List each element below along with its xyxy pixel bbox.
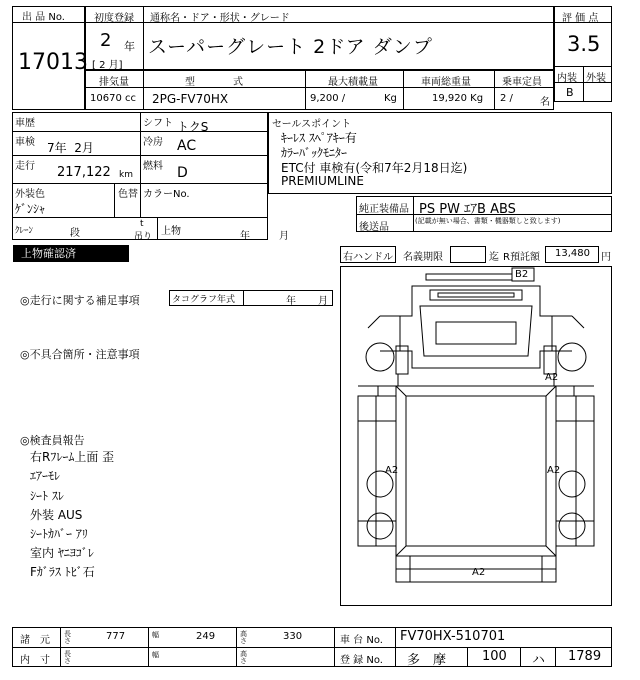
capacity-value: 2 / (500, 93, 513, 104)
length-value: 777 (106, 631, 126, 642)
report-item: ｼｰﾄ ｽﾚ (30, 489, 64, 503)
history-label: 車歴 (15, 118, 35, 129)
mileage-unit: km (119, 170, 133, 180)
report-item: 右Rﾌﾚｰﾑ上面 歪 (30, 450, 115, 464)
width-value: 249 (196, 631, 216, 642)
width-label: 幅 (152, 651, 159, 659)
defects-heading: ◎不具合箇所・注意事項 (20, 348, 140, 361)
first-reg-year-unit: 年 (124, 40, 135, 53)
ext-color-value: ｹﾞﾝｼｬ (15, 202, 46, 216)
owner-box (450, 246, 486, 263)
first-reg-label: 初度登録 (94, 13, 134, 24)
fuel-label: 燃料 (143, 161, 163, 172)
length-label: 長さ (64, 650, 71, 665)
ac-value: AC (177, 138, 197, 154)
capacity-unit: 名 (540, 97, 550, 108)
max-load-label: 最大積載量 (328, 77, 378, 88)
height-value: 330 (283, 631, 303, 642)
report-item: Fｶﾞﾗｽ ﾄﾋﾞ石 (30, 565, 95, 579)
reg-area: 多 摩 (407, 653, 447, 668)
model-desc-label: 通称名・ドア・形状・グレード (150, 13, 290, 24)
damage-mark-a2: A2 (385, 465, 399, 476)
model-code-value: 2PG-FV70HX (152, 92, 229, 106)
driving-supplement: ◎走行に関する補足事項 (20, 294, 140, 307)
model-name: スーパーグレート 2ドア ダンプ (148, 36, 433, 58)
height-label: 高さ (240, 630, 247, 645)
owner-until: 迄 (489, 252, 499, 263)
tacho-month: 月 (318, 296, 328, 307)
max-load-unit: Kg (384, 93, 397, 104)
sales-point-item: ｷｰﾚｽ ｽﾍﾟｱｷｰ有 (281, 131, 357, 145)
exterior-label: 外装 (586, 73, 606, 84)
r-deposit-label: R預託額 (503, 252, 540, 263)
mileage-value: 217,122 (57, 165, 111, 180)
sales-points-title: セールスポイント (272, 119, 352, 130)
lot-number: 17013 (18, 50, 88, 75)
score-value: 3.5 (567, 32, 601, 56)
reg-class: 100 (482, 649, 507, 664)
body-label: 上物 (161, 226, 181, 237)
first-reg-year: 2 (100, 30, 112, 51)
interior-label: 内装 (557, 73, 577, 84)
crane-ton: t (140, 219, 144, 229)
crane-lift: 吊り (134, 232, 153, 242)
r-deposit-unit: 円 (601, 252, 611, 263)
report-item: ｼｰﾄｶﾊﾞｰ ｱﾘ (30, 527, 88, 541)
handle-value: 右ハンドル (343, 252, 393, 263)
damage-mark-a2: A2 (472, 567, 486, 578)
model-code-label: 型 式 (185, 77, 245, 88)
shift-label: シフト (143, 118, 173, 129)
fuel-value: D (177, 165, 188, 181)
r-deposit-value: 13,480 (555, 248, 590, 259)
mileage-label: 走行 (15, 161, 35, 172)
report-item: 外装 AUS (30, 508, 83, 522)
inspection-label: 車検 (15, 137, 35, 148)
inspection-value: 7年 2月 (47, 141, 94, 155)
displacement-label: 排気量 (99, 77, 129, 88)
damage-mark-b2: B2 (515, 269, 529, 280)
aftermarket-label: 後送品 (359, 222, 389, 233)
sales-point-item: PREMIUMLINE (281, 174, 364, 188)
sales-point-item: ｶﾗｰﾊﾞｯｸﾓﾆﾀｰ (281, 146, 348, 160)
crane-stage: 段 (70, 228, 80, 239)
tacho-label: タコグラフ年式 (172, 295, 236, 305)
owner-label: 名義期限 (403, 252, 443, 263)
gross-weight-label: 車両総重量 (421, 77, 471, 88)
capacity-label: 乗車定員 (502, 77, 542, 88)
displacement-value: 10670 cc (90, 93, 136, 104)
body-month: 月 (279, 231, 289, 242)
height-label: 高さ (240, 650, 247, 665)
color-no-label: カラーNo. (143, 189, 190, 200)
length-label: 長さ (64, 630, 71, 645)
report-item: 室内 ﾔﾆﾖｺﾞﾚ (30, 546, 94, 560)
genuine-label: 純正装備品 (359, 204, 409, 215)
width-label: 幅 (152, 631, 159, 639)
reg-label: 登 録 No. (340, 655, 383, 666)
chassis-value: FV70HX-510701 (400, 629, 506, 644)
inspector-report-heading: ◎検査員報告 (20, 434, 85, 447)
score-label: 評 価 点 (562, 13, 599, 24)
body-year: 年 (240, 231, 250, 242)
interior-grade: B (566, 86, 574, 99)
reg-number: 1789 (568, 649, 602, 664)
ac-label: 冷房 (143, 137, 163, 148)
reg-kana: ハ (532, 653, 546, 668)
upper-body-confirm: 上物確認済 (13, 245, 129, 262)
aftermarket-note: (記載が無い場合、書類・機器類しと致します) (415, 217, 561, 225)
max-load-value: 9,200 / (310, 93, 346, 104)
genuine-value: PS PW ｴｱB ABS (419, 202, 516, 217)
report-item: ｴｱｰﾓﾚ (30, 469, 61, 483)
chassis-label: 車 台 No. (340, 635, 383, 646)
sales-point-item: ETC付 車検有(令和7年2月18日迄) (281, 161, 468, 175)
tacho-year: 年 (286, 296, 296, 307)
crane-label: ｸﾚｰﾝ (15, 226, 34, 236)
truck-diagram (340, 266, 612, 606)
first-reg-month: [ 2 月] (92, 60, 123, 71)
lot-number-label: 出 品 No. (22, 12, 65, 23)
shift-value: トクS (177, 120, 209, 134)
inner-dim-label: 内 寸 (20, 655, 50, 666)
gross-weight-value: 19,920 Kg (432, 93, 484, 104)
ext-color-label: 外装色 (15, 189, 45, 200)
color-change-label: 色替 (118, 189, 138, 200)
damage-mark-a2: A2 (547, 465, 561, 476)
damage-mark-a2: A2 (545, 372, 559, 383)
specs-dim-label: 諸 元 (20, 635, 50, 646)
